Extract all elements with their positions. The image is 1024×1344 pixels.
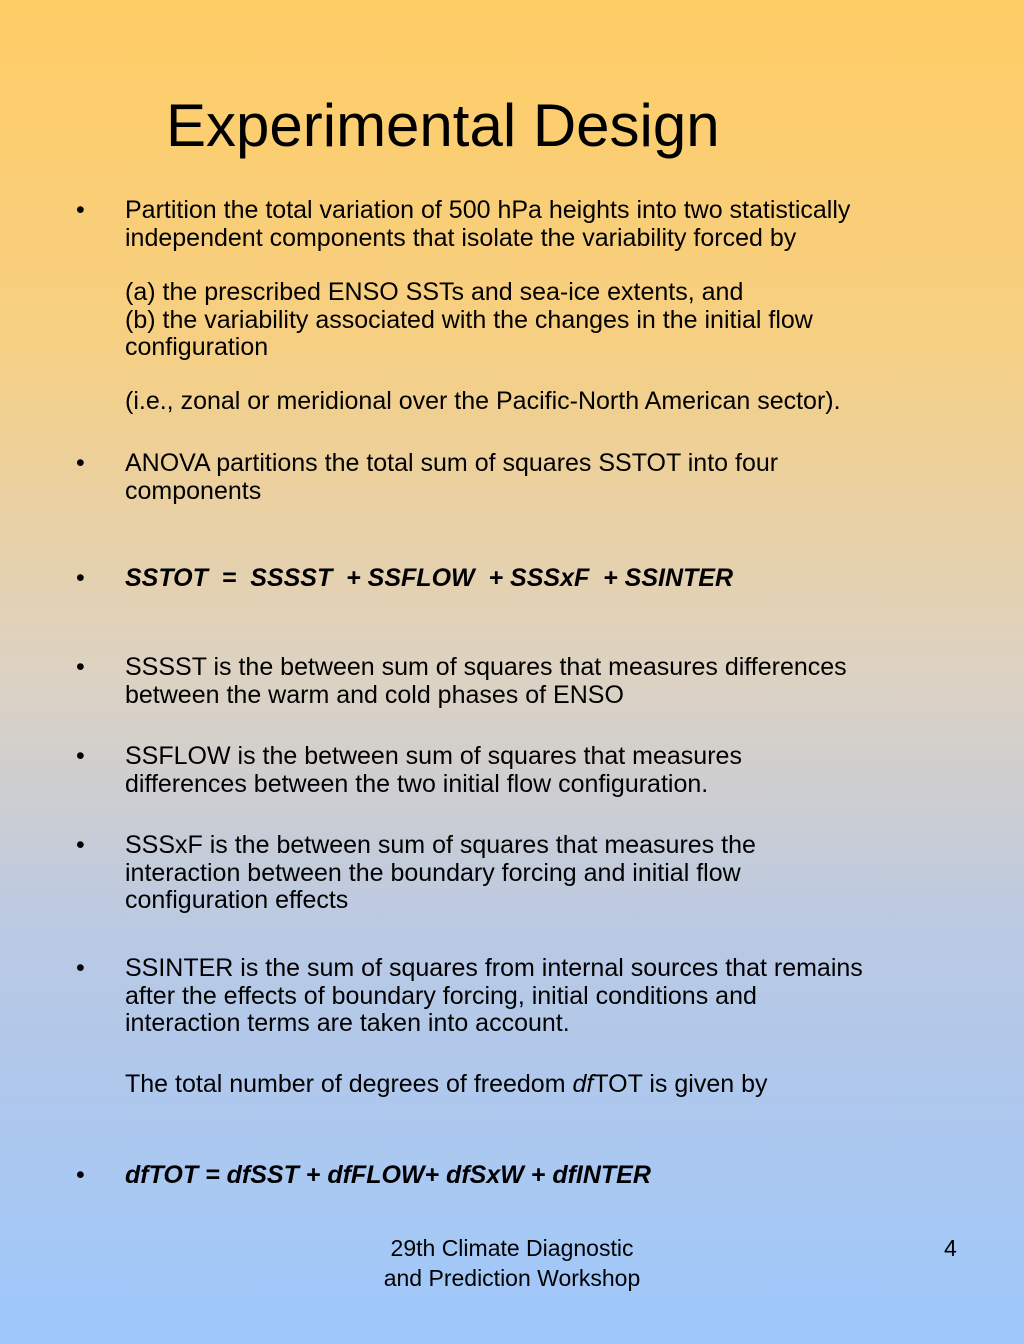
text-line: between the warm and cold phases of ENSO — [125, 680, 624, 709]
bullet-marker: • — [76, 564, 85, 592]
text-line: components — [125, 476, 262, 505]
bullet-ssflow — [125, 743, 985, 798]
bullet-marker: • — [76, 742, 85, 770]
footer-workshop — [312, 1233, 712, 1293]
bullet-partition — [125, 197, 985, 252]
bullet-marker: • — [76, 831, 85, 859]
text-line: SSINTER is the sum of squares from internal sources that remains — [125, 954, 863, 982]
text-line: SSSxF is the between sum of squares that measures the — [125, 831, 756, 859]
text-line: ANOVA partitions the total sum of squares SSTOT into four — [125, 449, 779, 477]
degrees-of-freedom-note — [125, 1071, 985, 1099]
footer-line: and Prediction Workshop — [383, 1265, 641, 1291]
bullet-anova — [125, 450, 985, 505]
text-line: after the effects of boundary forcing, initial conditions and — [125, 981, 757, 1010]
text-line: (a) the prescribed ENSO SSTs and sea-ice extents, and — [125, 278, 744, 306]
text-line: differences between the two initial flow configuration. — [125, 769, 709, 798]
sum-of-squares-equation: SSTOT = SSSST + SSFLOW + SSSxF + SSINTER — [125, 564, 734, 592]
text-line: Partition the total variation of 500 hPa heights into two statistically — [125, 196, 851, 224]
text-line: (i.e., zonal or meridional over the Pacific-North American sector). — [125, 387, 841, 415]
degrees-of-freedom-equation: dfTOT = dfSST + dfFLOW+ dfSxW + dfINTER — [125, 1161, 651, 1189]
bullet-marker: • — [76, 1161, 85, 1189]
flow-note — [125, 388, 985, 416]
text-line: interaction between the boundary forcing and initial flow — [125, 858, 741, 887]
text-line: configuration — [125, 333, 269, 361]
text-line: configuration effects — [125, 886, 349, 914]
slide-title: Experimental Design — [166, 92, 720, 159]
text-segment: The total number of degrees of freedom — [125, 1070, 573, 1098]
text-line: SSSST is the between sum of squares that measures differences — [125, 653, 847, 681]
text-line: SSFLOW is the between sum of squares that measures — [125, 742, 742, 770]
text-segment-italic: df — [572, 1070, 594, 1098]
bullet-marker: • — [76, 653, 85, 681]
text-segment: TOT is given by — [593, 1070, 768, 1098]
bullet-marker: • — [76, 954, 85, 982]
bullet-marker: • — [76, 196, 85, 224]
bullet-marker: • — [76, 449, 85, 477]
text-line: independent components that isolate the variability forced by — [125, 223, 797, 252]
page-number: 4 — [944, 1235, 957, 1261]
forcing-list — [125, 279, 985, 362]
footer-line: 29th Climate Diagnostic — [390, 1235, 634, 1261]
text-line: (b) the variability associated with the changes in the initial flow — [125, 305, 813, 334]
text-line: interaction terms are taken into account. — [125, 1009, 570, 1037]
bullet-sssst — [125, 654, 985, 709]
bullet-sssxf — [125, 832, 985, 915]
bullet-ssinter — [125, 955, 985, 1038]
